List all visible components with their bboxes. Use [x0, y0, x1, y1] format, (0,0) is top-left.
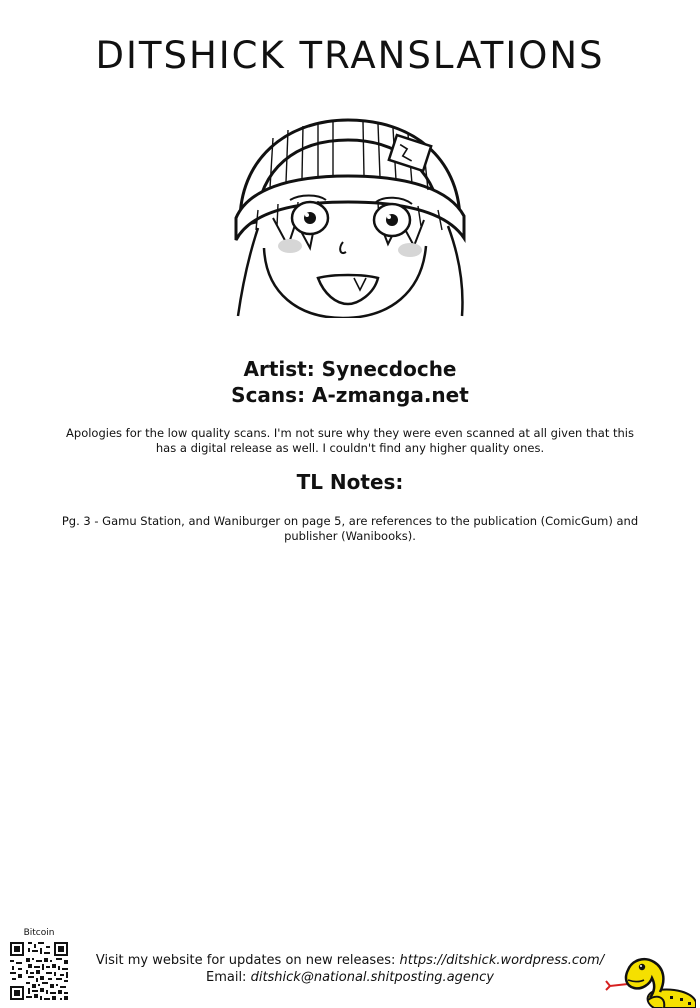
footer — [90, 952, 610, 986]
footer-email-line — [90, 969, 610, 986]
tl-note-text: Pg. 3 - Gamu Station, and Waniburger on page 5, are references to the publication (ComicGum) and publisher (Wanibooks). — [61, 514, 639, 543]
footer-website-line — [90, 952, 610, 969]
apology-text: Apologies for the low quality scans. I'm not sure why they were even scanned at all given that this has a digital release as well. I couldn't find any higher quality ones. — [66, 426, 634, 455]
footer-email-prefix: Email: — [205, 970, 251, 985]
snake-mascot-icon — [604, 950, 696, 1008]
artist-credit: Artist: Synecdoche — [243, 357, 457, 381]
email-link[interactable]: ditshick@national.shitposting.agency — [250, 970, 494, 985]
website-link[interactable]: https://ditshick.wordpress.com/ — [399, 953, 605, 968]
scans-credit: Scans: A-zmanga.net — [231, 383, 469, 407]
qr-label: Bitcoin — [23, 928, 55, 938]
tl-notes-heading: TL Notes: — [296, 470, 404, 494]
bitcoin-qr-icon[interactable] — [8, 940, 70, 1002]
credits-block — [0, 356, 700, 408]
qr-block — [8, 928, 70, 1006]
footer-website-prefix: Visit my website for updates on new releases: — [95, 953, 400, 968]
manga-girl-illustration — [178, 118, 508, 318]
page-title: DITSHICK TRANSLATIONS — [95, 34, 605, 77]
